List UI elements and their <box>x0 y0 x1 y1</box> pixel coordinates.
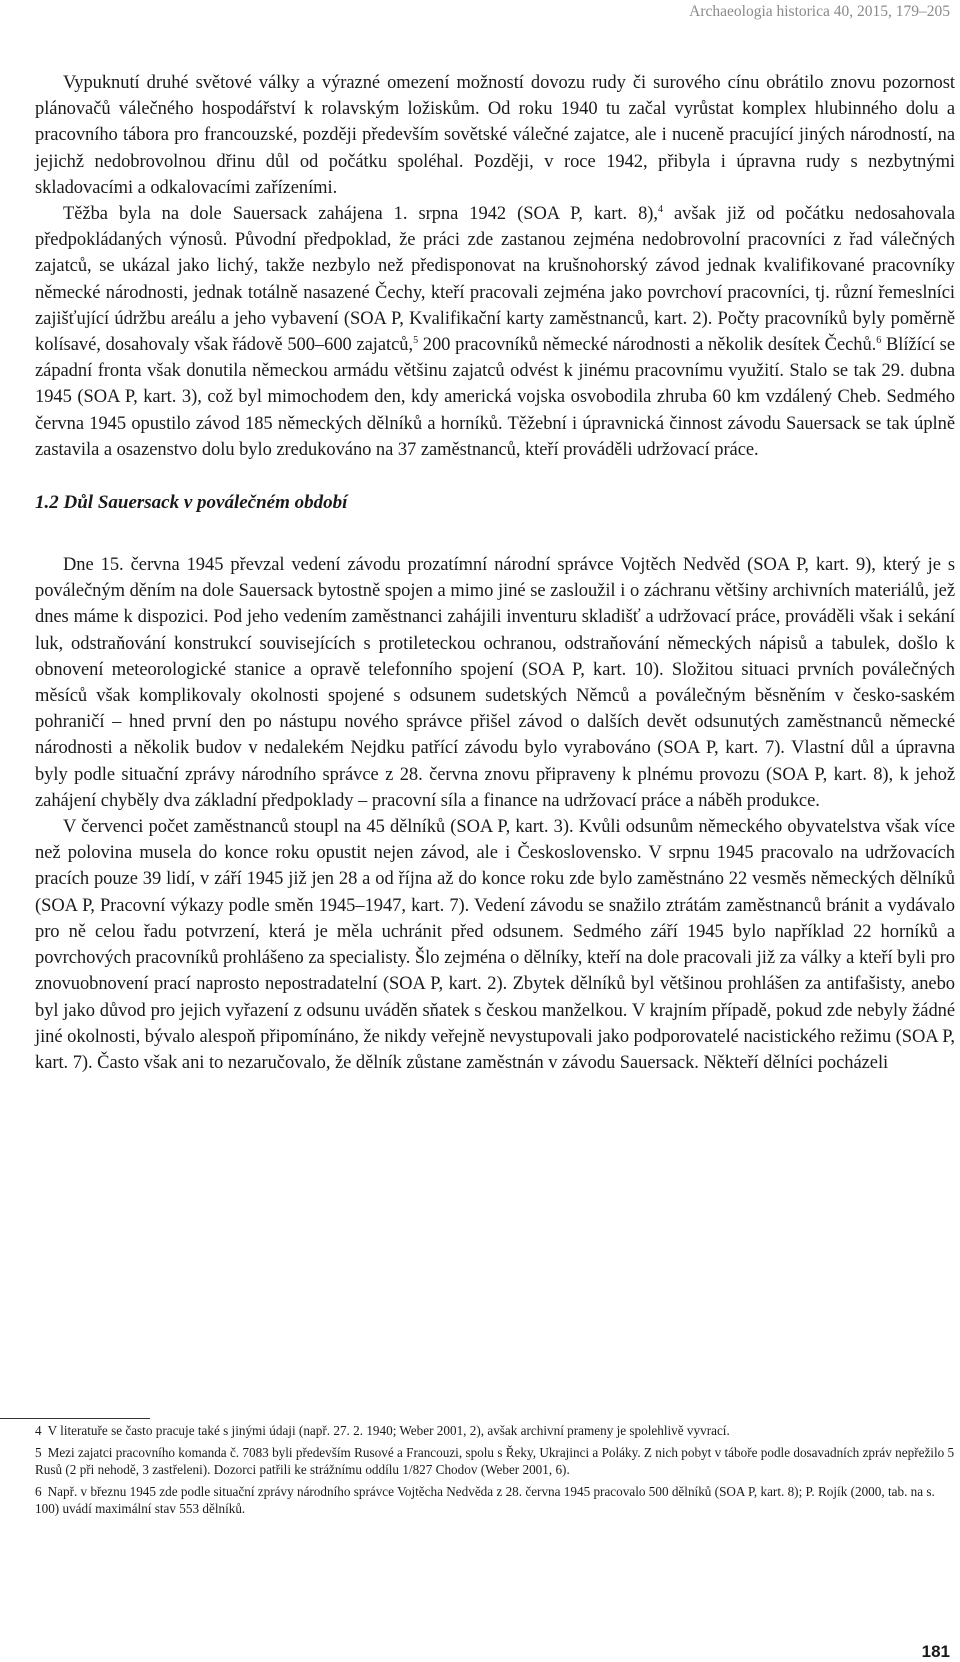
footnote-number: 4 <box>35 1423 42 1438</box>
paragraph-2-part-b: avšak již od počátku nedosahovala předpokládaných výnosů. Původní předpoklad, že práci zde zastanou zejména nedobrovolní pracovníci z řad válečných zajatců, se ukázal jako lichý, takže nezbylo než předisponovat na krušnohorský závod jednak kvalifikované pracovníky německé národnosti, jednak totálně nasazené Čechy, kteří pracovali zejména jako povrchoví pracovníci, tj. různí řemeslníci zajišťující údržbu areálu a jeho vybavení (SOA P, Kvalifikační karty zaměstnanců, kart. 2). Počty pracovníků byly poměrně kolísavé, dosahovaly však řádově 500–600 zajatců, <box>35 204 955 356</box>
paragraph-2-part-a: Těžba byla na dole Sauersack zahájena 1. srpna 1942 (SOA P, kart. 8), <box>63 204 658 225</box>
footnotes <box>35 1422 955 1522</box>
running-header: Archaeologia historica 40, 2015, 179–205 <box>689 3 950 20</box>
paragraph-2-part-d: Blížící se západní fronta však donutila německou armádu většinu zajatců odvést k jinému pracovnímu využití. Stalo se tak 29. dubna 1945 (SOA P, kart. 3), což byl mimochodem den, kdy americká vojska osvobodila zhruba 60 km vzdálený Cheb. Sedmého června 1945 opustilo závod 185 německých dělníků a horníků. Těžební i úpravnická činnost závodu Sauersack se tak úplně zastavila a osazenstvo dolu bylo zredukováno na 37 zaměstnanců, kteří prováděli udržovací práce. <box>35 335 955 460</box>
footnote-ref-6: 6 <box>876 335 882 347</box>
footnote-text: Mezi zajatci pracovního komanda č. 7083 byli především Rusové a Francouzi, spolu s Řeky, Ukrajinci a Poláky. Z nich pobyt v táboře podle dosavadních zpráv nepřežilo 5 Rusů (2 při nehodě, 3 zastřeleni). Dozorci patřili ke strážnímu oddílu 1/827 Chodov (Weber 2001, 6). <box>35 1444 955 1477</box>
footnote-text: V literatuře se často pracuje také s jinými údaji (např. 27. 2. 1940; Weber 2001, 2), avšak archivní prameny je spolehlivě vyvrací. <box>47 1423 730 1438</box>
section-heading: 1.2 Důl Sauersack v poválečném období <box>35 492 348 514</box>
paragraph-3: Dne 15. června 1945 převzal vedení závodu prozatímní národní správce Vojtěch Nedvěd (SOA P, kart. 9), který je s poválečným děním na dole Sauersack bytostně spojen a mimo jiné se zasloužil i o záchranu většiny archivních materiálů, jež dnes máme k dispozici. Pod jeho vedením zaměstnanci zahájili inventuru skladišť a udržovací práce, prováděli však i sekání luk, odstraňování konstrukcí souvisejících s protileteckou ochranou, odstraňování německých nápisů a tabulek, došlo k obnovení meteorologické stanice a opravě telefonního spojení (SOA P, kart. 10). Složitou situaci prvních poválečných měsíců však komplikovaly okolnosti spojené s odsunem sudetských Němců a poválečným běsněním v česko-saském pohraničí – hned první den po nástupu nového správce přišel závod o dalších devět odsunutých zaměstnanců německé národnosti a několik budov v nedalekém Nejdku patřící závodu bylo vyrabováno (SOA P, kart. 7). Vlastní důl a úpravna byly podle situační zprávy národního správce z 28. června znovu připraveny k plnému provozu (SOA P, kart. 8), k jehož zahájení chyběly dva základní předpoklady – pracovní síla a finance na udržovací práce a náběh produkce. <box>35 555 955 811</box>
paragraph-1: Vypuknutí druhé světové války a výrazné omezení možností dovozu rudy či surového cínu obrátilo znovu pozornost plánovačů válečného hospodářství k rolavským ložiskům. Od roku 1940 tu začal vyrůstat komplex hlubinného dolu a pracovního tábora pro francouzské, později především sovětské válečné zajatce, ale i nuceně pracující jiných národností, na jejichž nedobrovolnou dřinu důl od počátku spoléhal. Později, v roce 1942, přibyla i úpravna rudy s nezbytnými skladovacími a odkalovacími zařízeními. <box>35 73 955 198</box>
page-number: 181 <box>921 1642 950 1661</box>
footnote-ref-4: 4 <box>657 204 663 216</box>
footnote-number: 5 <box>35 1444 42 1460</box>
footnote-ref-5: 5 <box>413 335 419 347</box>
footnote-separator <box>0 1418 150 1419</box>
paragraph-2-part-c: 200 pracovníků německé národnosti a několik desítek Čechů. <box>418 335 877 356</box>
article-body <box>35 70 955 1076</box>
footnote-number: 6 <box>35 1483 42 1499</box>
footnote-6 <box>35 1483 955 1518</box>
footnote-text: Např. v březnu 1945 zde podle situační zprávy národního správce Vojtěcha Nedvěda z 28. června 1945 pracovalo 500 dělníků (SOA P, kart. 8); P. Rojík (2000, tab. na s. 100) uvádí maximální stav 553 dělníků. <box>35 1483 935 1516</box>
footnote-4 <box>35 1422 955 1440</box>
footnote-5 <box>35 1444 955 1479</box>
paragraph-2 <box>35 201 955 463</box>
paragraph-4: V červenci počet zaměstnanců stoupl na 45 dělníků (SOA P, kart. 3). Kvůli odsunům německého obyvatelstva však více než polovina musela do konce roku opustit nejen závod, ale i Československo. V srpnu 1945 pracovalo na udržovacích pracích pouze 39 lidí, v září 1945 již jen 28 a od října až do konce roku zde bylo zaměstnáno 22 vesměs německých dělníků (SOA P, Pracovní výkazy podle směn 1945–1947, kart. 7). Vedení závodu se snažilo ztrátám zaměstnanců bránit a vydávalo pro ně celou řadu potvrzení, která je měla uchránit před odsunem. Sedmého září 1945 bylo například 22 horníků a povrchových pracovníků prohlášeno za specialisty. Šlo zejména o dělníky, kteří na dole pracovali již za války a kteří byli pro znovuobnovení prací naprosto nepostradatelní (SOA P, kart. 2). Zbytek dělníků byl většinou prohlášen za antifašisty, anebo byl jako důvod pro jejich vyřazení z odsunu uváděn sňatek s českou manželkou. V krajním případě, pokud zde nebyly žádné jiné okolnosti, bývalo alespoň připomínáno, že nikdy veřejně nevystupovali jako podporovatelé nacistického režimu (SOA P, kart. 7). Často však ani to nezaručovalo, že dělník zůstane zaměstnán v závodu Sauersack. Někteří dělníci pocházeli <box>35 817 955 1073</box>
